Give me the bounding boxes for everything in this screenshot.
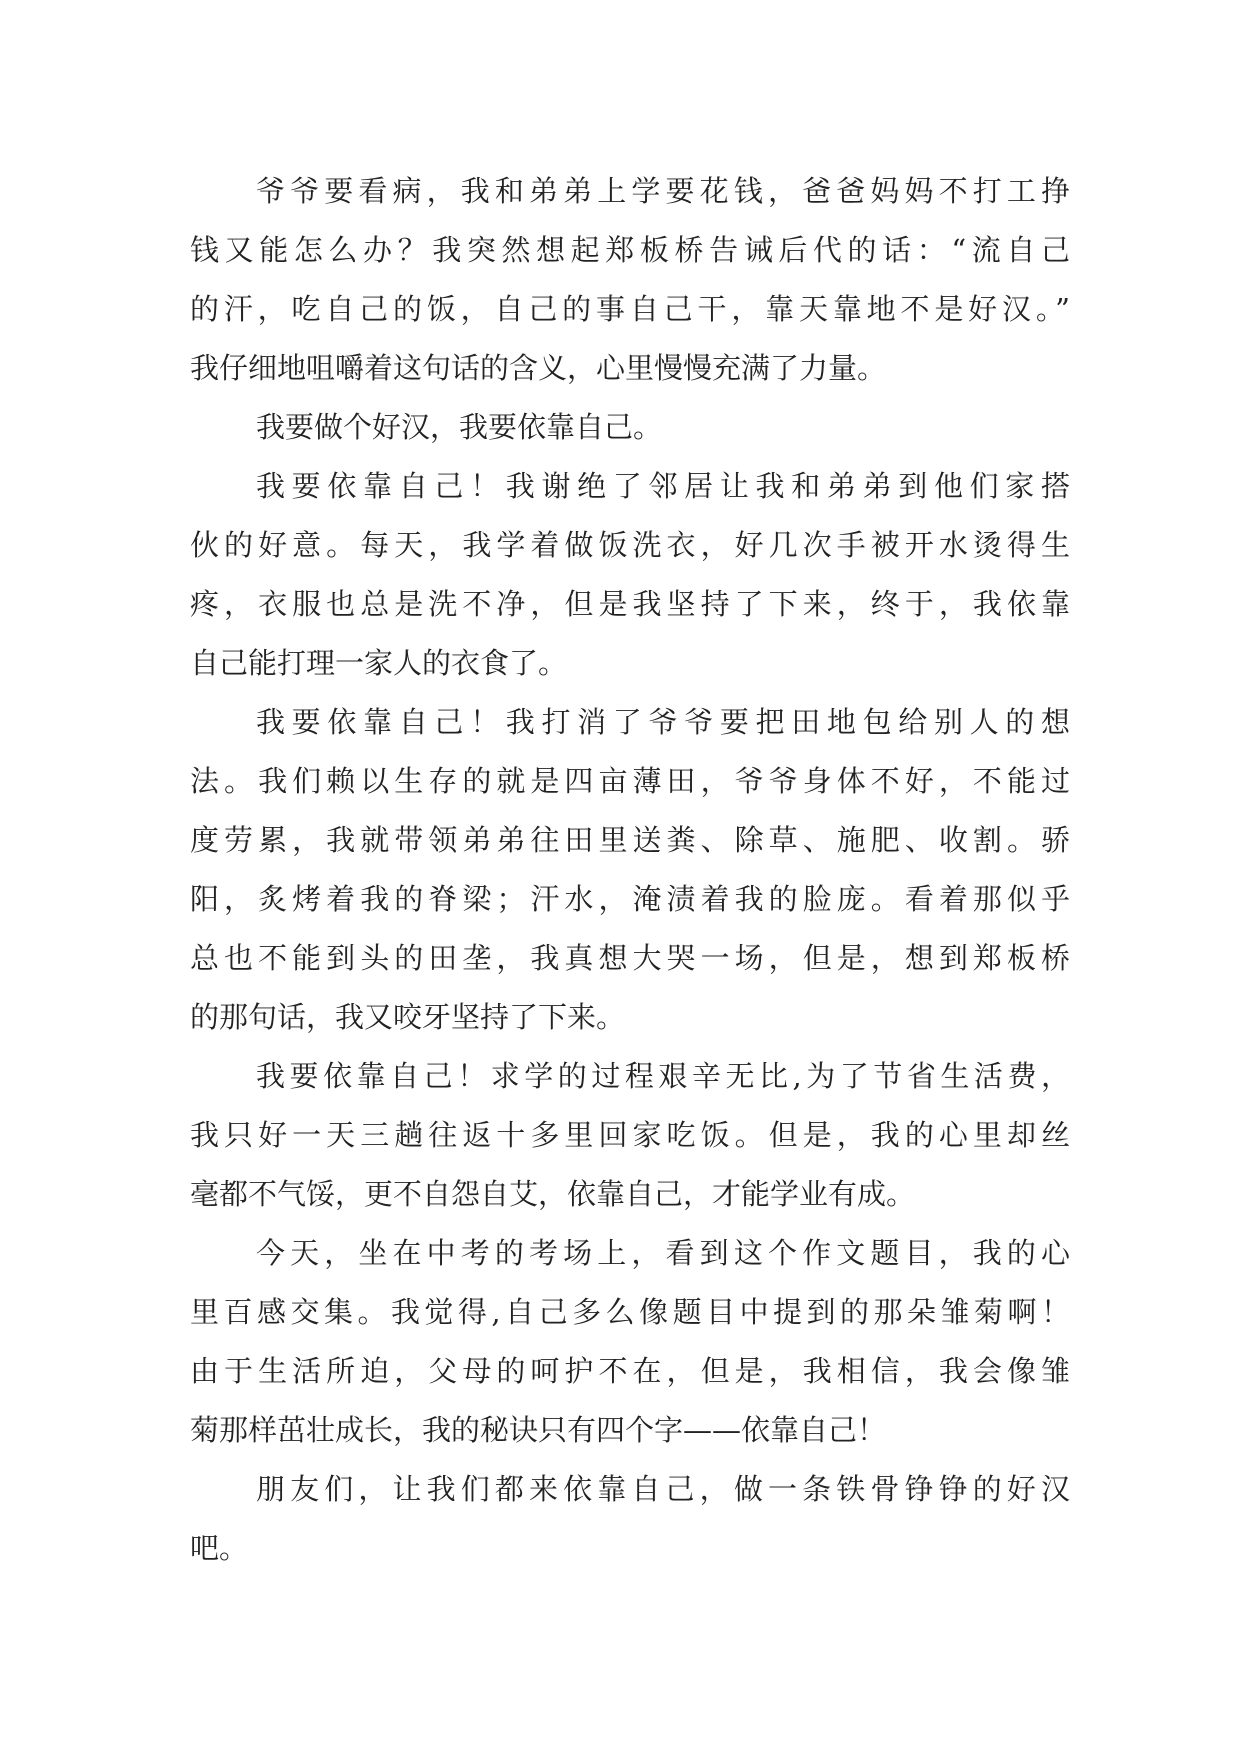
paragraph [190, 1224, 1070, 1460]
paragraph [190, 457, 1070, 693]
text-line: 度劳累，我就带领弟弟往田里送粪、除草、施肥、收割。骄 [190, 823, 1070, 857]
text-line: 法。我们赖以生存的就是四亩薄田，爷爷身体不好，不能过 [190, 764, 1070, 798]
text-line: 自己能打理一家人的衣食了。 [190, 646, 568, 680]
paragraph [190, 1047, 1070, 1224]
text-line: 里百感交集。我觉得,自己多么像题目中提到的那朵雏菊啊！ [190, 1295, 1070, 1329]
text-line: 我仔细地咀嚼着这句话的含义，心里慢慢充满了力量。 [190, 351, 887, 385]
essay-body [190, 162, 1070, 1578]
text-line: 的那句话，我又咬牙坚持了下来。 [190, 1000, 626, 1034]
text-line: 伙的好意。每天，我学着做饭洗衣，好几次手被开水烫得生 [190, 528, 1070, 562]
text-line: 我要依靠自己！求学的过程艰辛无比,为了节省生活费， [256, 1059, 1070, 1093]
text-line: 的汗，吃自己的饭，自己的事自己干，靠天靠地不是好汉。” [190, 292, 1070, 326]
text-line: 今天，坐在中考的考场上，看到这个作文题目，我的心 [256, 1236, 1070, 1270]
paragraph [190, 162, 1070, 398]
text-line: 菊那样茁壮成长，我的秘诀只有四个字——依靠自己！ [190, 1413, 887, 1447]
text-line: 吧。 [190, 1531, 249, 1565]
text-line: 毫都不气馁，更不自怨自艾，依靠自己，才能学业有成。 [190, 1177, 916, 1211]
text-line: 我要做个好汉，我要依靠自己。 [256, 410, 663, 444]
text-line: 钱又能怎么办？我突然想起郑板桥告诫后代的话：“流自己 [190, 233, 1070, 267]
text-line: 我要依靠自己！我谢绝了邻居让我和弟弟到他们家搭 [256, 469, 1070, 503]
text-line: 爷爷要看病，我和弟弟上学要花钱，爸爸妈妈不打工挣 [256, 174, 1070, 208]
paragraph [190, 398, 1070, 457]
text-line: 我只好一天三趟往返十多里回家吃饭。但是，我的心里却丝 [190, 1118, 1070, 1152]
paragraph [190, 1460, 1070, 1578]
text-line: 疼，衣服也总是洗不净，但是我坚持了下来，终于，我依靠 [190, 587, 1070, 621]
text-line: 阳，炙烤着我的脊梁；汗水，淹渍着我的脸庞。看着那似乎 [190, 882, 1070, 916]
text-line: 由于生活所迫，父母的呵护不在，但是，我相信，我会像雏 [190, 1354, 1070, 1388]
text-line: 我要依靠自己！我打消了爷爷要把田地包给别人的想 [256, 705, 1070, 739]
text-line: 朋友们，让我们都来依靠自己，做一条铁骨铮铮的好汉 [256, 1472, 1070, 1506]
paragraph [190, 693, 1070, 1047]
text-line: 总也不能到头的田垄，我真想大哭一场，但是，想到郑板桥 [190, 941, 1070, 975]
